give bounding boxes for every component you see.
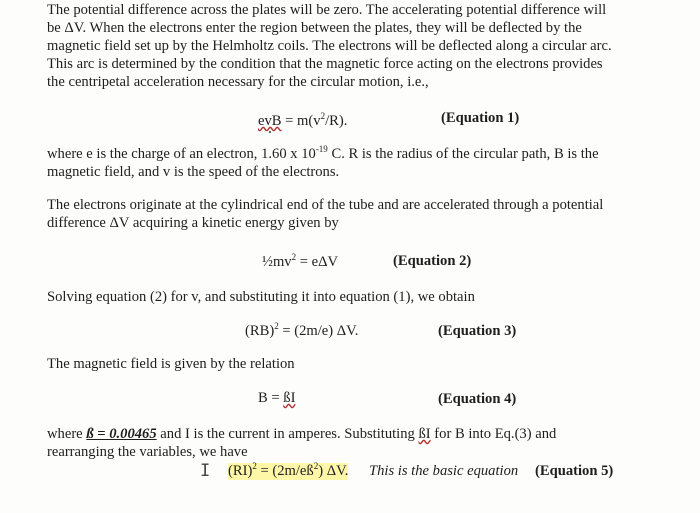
paragraph-field-relation <box>47 355 295 373</box>
equation-2: $\frac{1}{2}mv^2 = e\Delta V$ <box>262 252 339 270</box>
equation-1-label: (Equation 1) <box>441 110 520 126</box>
beta-i-term: ßI <box>418 426 431 442</box>
text-line: magnetic field set up by the Helmholtz coils. The electrons will be deflected along a circular arc. <box>47 38 612 54</box>
paragraph-acceleration <box>47 196 603 232</box>
text-line: the centripetal acceleration necessary for the circular motion, i.e., <box>47 74 429 90</box>
equation-5: $(RI)^2 = (2m/eß^2)$ ΔV. <box>228 461 349 479</box>
paragraph-solving <box>47 288 475 306</box>
text-line: rearranging the variables, we have <box>47 444 248 460</box>
text-line: The electrons originate at the cylindrical end of the tube and are accelerated through a potential <box>47 197 604 213</box>
text-line: magnetic field, and v is the speed of the electrons. <box>47 164 340 180</box>
text-line: The magnetic field is given by the relation <box>47 356 295 372</box>
text-line: where e is the charge of an electron, 1.60 x $10^{-19}$ C. R is the radius of the circular path, B is the <box>47 144 599 162</box>
paragraph-substitution <box>47 425 556 461</box>
beta-value: ß = 0.00465 <box>86 426 157 442</box>
text-line: The potential difference across the plates will be zero. The accelerating potential difference will <box>47 2 607 18</box>
paragraph-intro <box>47 1 612 91</box>
equation-3-label: (Equation 3) <box>438 323 517 339</box>
text-line: Solving equation (2) for v, and substituting it into equation (1), we obtain <box>47 289 475 305</box>
equation-5-label: (Equation 5) <box>535 463 614 479</box>
equation-3: (RB)$^2$ = (2m/e) ΔV. <box>245 321 359 339</box>
equation-4-rhs: ßI <box>283 390 296 406</box>
paragraph-definitions <box>47 145 599 181</box>
equation-4-label: (Equation 4) <box>438 391 517 407</box>
equation-1: evB = $m(v^2/R)$. <box>258 111 348 129</box>
text-line: This arc is determined by the condition that the magnetic force acting on the electrons provides <box>47 56 603 72</box>
equation-1-lhs: evB <box>258 113 282 129</box>
basic-equation-note: This is the basic equation <box>369 463 519 479</box>
stray-dot <box>269 131 271 133</box>
text-line: be ΔV. When the electrons enter the region between the plates, they will be deflected by the <box>47 20 582 36</box>
equation-2-label: (Equation 2) <box>393 253 472 269</box>
text-line: where ß = 0.00465 and I is the current in amperes. Substituting ßI for B into Eq.(3) and <box>47 426 557 442</box>
text-cursor-icon: I <box>200 461 211 481</box>
text-line: difference ΔV acquiring a kinetic energy given by <box>47 215 339 231</box>
equation-4: B = ßI <box>258 390 296 406</box>
